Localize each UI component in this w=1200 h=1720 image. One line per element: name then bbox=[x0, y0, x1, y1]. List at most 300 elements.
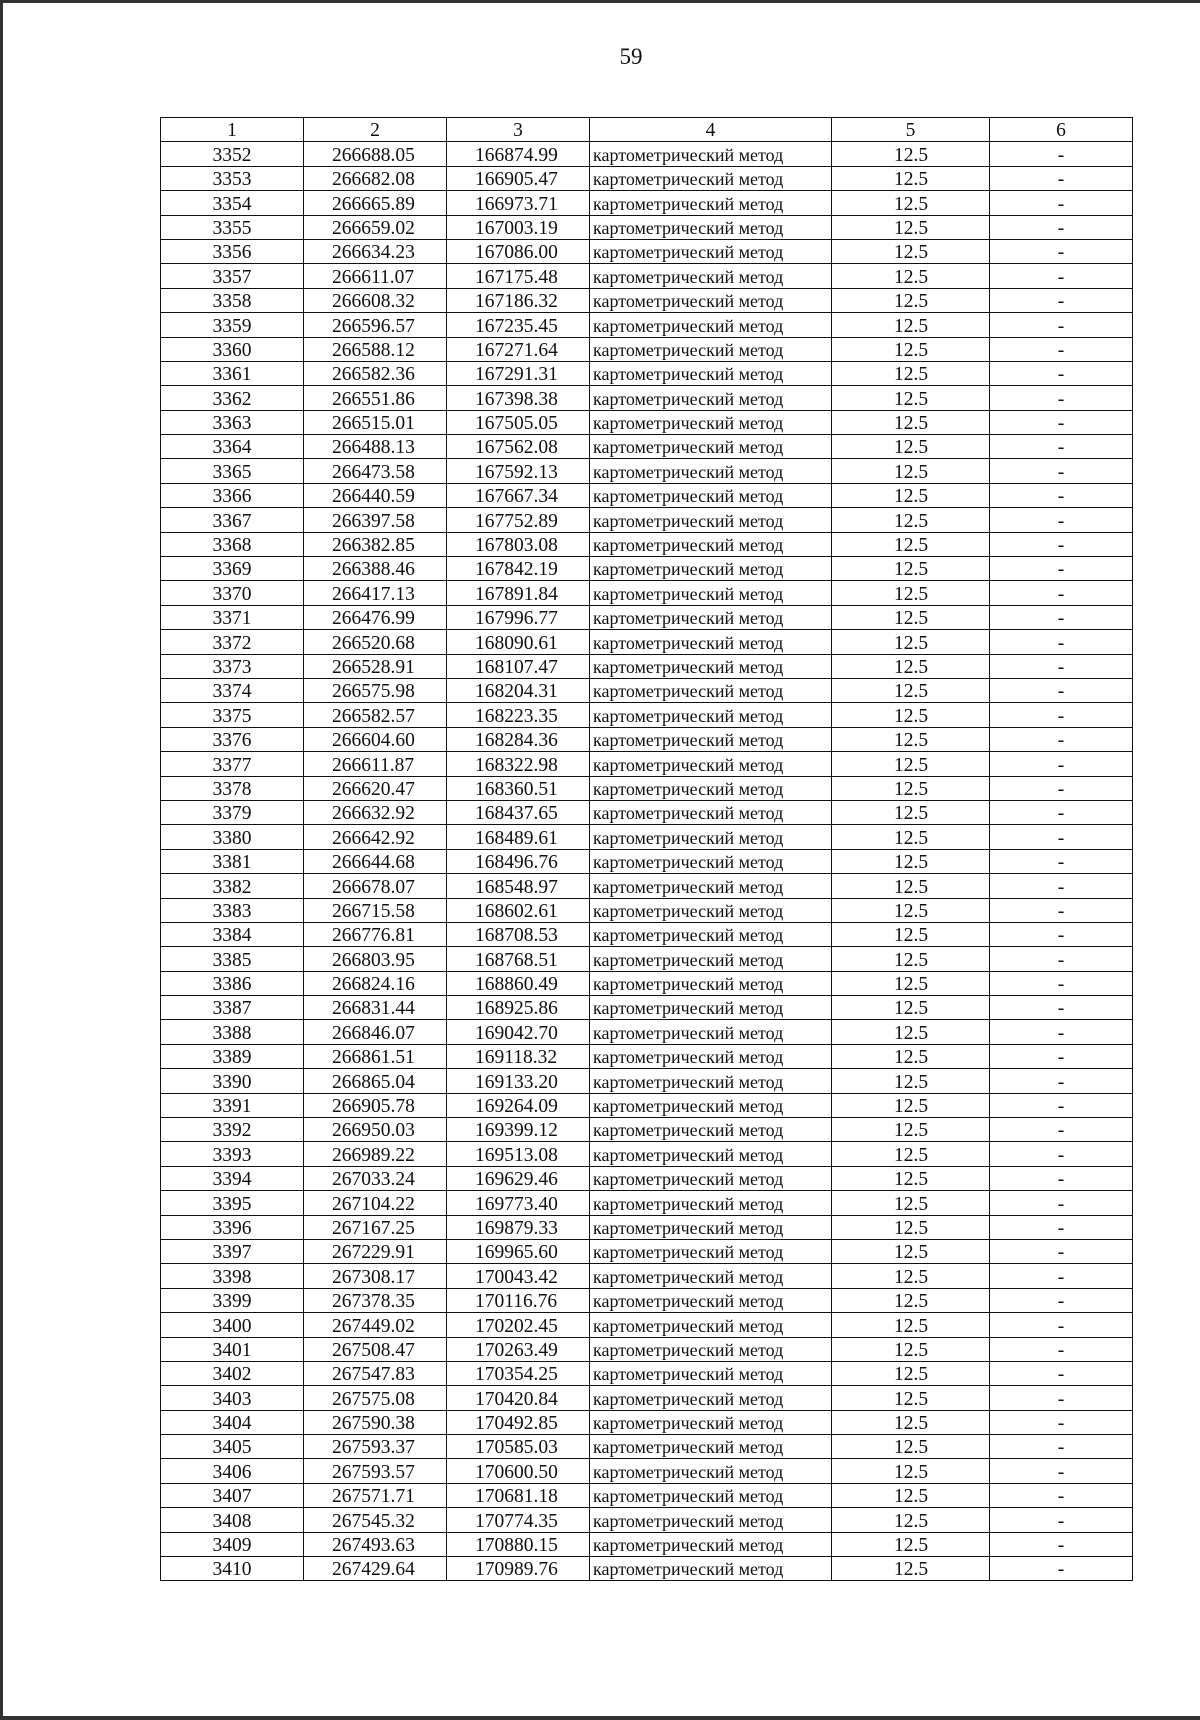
method-cell: картометрический метод bbox=[590, 1118, 832, 1142]
table-row bbox=[161, 166, 1133, 190]
y-coordinate-cell: 169773.40 bbox=[447, 1191, 590, 1215]
y-coordinate-cell: 169133.20 bbox=[447, 1069, 590, 1093]
x-coordinate-cell: 267429.64 bbox=[304, 1557, 447, 1581]
point-number-cell: 3357 bbox=[161, 264, 304, 288]
point-number-cell: 3380 bbox=[161, 825, 304, 849]
table-row bbox=[161, 1044, 1133, 1068]
note-cell: - bbox=[990, 1313, 1133, 1337]
y-coordinate-cell: 169629.46 bbox=[447, 1166, 590, 1190]
column-header-3: 3 bbox=[447, 118, 590, 142]
accuracy-cell: 12.5 bbox=[832, 1020, 990, 1044]
note-cell: - bbox=[990, 532, 1133, 556]
point-number-cell: 3384 bbox=[161, 922, 304, 946]
note-cell: - bbox=[990, 142, 1133, 166]
accuracy-cell: 12.5 bbox=[832, 654, 990, 678]
method-cell: картометрический метод bbox=[590, 630, 832, 654]
y-coordinate-cell: 168437.65 bbox=[447, 800, 590, 824]
point-number-cell: 3373 bbox=[161, 654, 304, 678]
x-coordinate-cell: 267571.71 bbox=[304, 1483, 447, 1507]
x-coordinate-cell: 266382.85 bbox=[304, 532, 447, 556]
note-cell: - bbox=[990, 191, 1133, 215]
note-cell: - bbox=[990, 1337, 1133, 1361]
point-number-cell: 3376 bbox=[161, 727, 304, 751]
y-coordinate-cell: 170585.03 bbox=[447, 1435, 590, 1459]
accuracy-cell: 12.5 bbox=[832, 1215, 990, 1239]
x-coordinate-cell: 267449.02 bbox=[304, 1313, 447, 1337]
note-cell: - bbox=[990, 776, 1133, 800]
x-coordinate-cell: 266803.95 bbox=[304, 947, 447, 971]
accuracy-cell: 12.5 bbox=[832, 239, 990, 263]
accuracy-cell: 12.5 bbox=[832, 288, 990, 312]
method-cell: картометрический метод bbox=[590, 1093, 832, 1117]
table-row bbox=[161, 605, 1133, 629]
method-cell: картометрический метод bbox=[590, 142, 832, 166]
accuracy-cell: 12.5 bbox=[832, 776, 990, 800]
accuracy-cell: 12.5 bbox=[832, 800, 990, 824]
point-number-cell: 3400 bbox=[161, 1313, 304, 1337]
note-cell: - bbox=[990, 288, 1133, 312]
method-cell: картометрический метод bbox=[590, 1361, 832, 1385]
column-header-1: 1 bbox=[161, 118, 304, 142]
method-cell: картометрический метод bbox=[590, 1337, 832, 1361]
table-row bbox=[161, 703, 1133, 727]
point-number-cell: 3401 bbox=[161, 1337, 304, 1361]
note-cell: - bbox=[990, 483, 1133, 507]
method-cell: картометрический метод bbox=[590, 1508, 832, 1532]
point-number-cell: 3385 bbox=[161, 947, 304, 971]
method-cell: картометрический метод bbox=[590, 947, 832, 971]
note-cell: - bbox=[990, 1069, 1133, 1093]
method-cell: картометрический метод bbox=[590, 605, 832, 629]
note-cell: - bbox=[990, 800, 1133, 824]
column-header-6: 6 bbox=[990, 118, 1133, 142]
note-cell: - bbox=[990, 630, 1133, 654]
y-coordinate-cell: 168489.61 bbox=[447, 825, 590, 849]
y-coordinate-cell: 167271.64 bbox=[447, 337, 590, 361]
point-number-cell: 3370 bbox=[161, 581, 304, 605]
x-coordinate-cell: 266588.12 bbox=[304, 337, 447, 361]
table-row bbox=[161, 752, 1133, 776]
method-cell: картометрический метод bbox=[590, 727, 832, 751]
x-coordinate-cell: 267033.24 bbox=[304, 1166, 447, 1190]
note-cell: - bbox=[990, 849, 1133, 873]
note-cell: - bbox=[990, 947, 1133, 971]
table-row bbox=[161, 1288, 1133, 1312]
accuracy-cell: 12.5 bbox=[832, 825, 990, 849]
table-row bbox=[161, 727, 1133, 751]
point-number-cell: 3392 bbox=[161, 1118, 304, 1142]
accuracy-cell: 12.5 bbox=[832, 337, 990, 361]
point-number-cell: 3352 bbox=[161, 142, 304, 166]
x-coordinate-cell: 267593.57 bbox=[304, 1459, 447, 1483]
note-cell: - bbox=[990, 313, 1133, 337]
method-cell: картометрический метод bbox=[590, 874, 832, 898]
table-row bbox=[161, 654, 1133, 678]
method-cell: картометрический метод bbox=[590, 557, 832, 581]
point-number-cell: 3404 bbox=[161, 1410, 304, 1434]
point-number-cell: 3368 bbox=[161, 532, 304, 556]
x-coordinate-cell: 266831.44 bbox=[304, 996, 447, 1020]
x-coordinate-cell: 266659.02 bbox=[304, 215, 447, 239]
table-row bbox=[161, 1215, 1133, 1239]
y-coordinate-cell: 167996.77 bbox=[447, 605, 590, 629]
table-row bbox=[161, 459, 1133, 483]
table-row bbox=[161, 971, 1133, 995]
accuracy-cell: 12.5 bbox=[832, 410, 990, 434]
point-number-cell: 3379 bbox=[161, 800, 304, 824]
point-number-cell: 3410 bbox=[161, 1557, 304, 1581]
table-row bbox=[161, 922, 1133, 946]
x-coordinate-cell: 266417.13 bbox=[304, 581, 447, 605]
coordinates-table bbox=[160, 117, 1133, 1581]
method-cell: картометрический метод bbox=[590, 654, 832, 678]
y-coordinate-cell: 169399.12 bbox=[447, 1118, 590, 1142]
x-coordinate-cell: 266515.01 bbox=[304, 410, 447, 434]
note-cell: - bbox=[990, 1410, 1133, 1434]
method-cell: картометрический метод bbox=[590, 1459, 832, 1483]
table-row bbox=[161, 1142, 1133, 1166]
point-number-cell: 3388 bbox=[161, 1020, 304, 1044]
x-coordinate-cell: 267575.08 bbox=[304, 1386, 447, 1410]
method-cell: картометрический метод bbox=[590, 483, 832, 507]
method-cell: картометрический метод bbox=[590, 386, 832, 410]
y-coordinate-cell: 170420.84 bbox=[447, 1386, 590, 1410]
table-row bbox=[161, 1093, 1133, 1117]
point-number-cell: 3364 bbox=[161, 435, 304, 459]
method-cell: картометрический метод bbox=[590, 1288, 832, 1312]
x-coordinate-cell: 267308.17 bbox=[304, 1264, 447, 1288]
x-coordinate-cell: 266520.68 bbox=[304, 630, 447, 654]
table-row bbox=[161, 1459, 1133, 1483]
accuracy-cell: 12.5 bbox=[832, 1288, 990, 1312]
table-row bbox=[161, 264, 1133, 288]
table-row bbox=[161, 1118, 1133, 1142]
x-coordinate-cell: 267508.47 bbox=[304, 1337, 447, 1361]
x-coordinate-cell: 266488.13 bbox=[304, 435, 447, 459]
y-coordinate-cell: 167891.84 bbox=[447, 581, 590, 605]
y-coordinate-cell: 169118.32 bbox=[447, 1044, 590, 1068]
table-row bbox=[161, 361, 1133, 385]
table-row bbox=[161, 825, 1133, 849]
x-coordinate-cell: 266620.47 bbox=[304, 776, 447, 800]
note-cell: - bbox=[990, 1361, 1133, 1385]
point-number-cell: 3356 bbox=[161, 239, 304, 263]
x-coordinate-cell: 267167.25 bbox=[304, 1215, 447, 1239]
note-cell: - bbox=[990, 1264, 1133, 1288]
point-number-cell: 3377 bbox=[161, 752, 304, 776]
accuracy-cell: 12.5 bbox=[832, 727, 990, 751]
method-cell: картометрический метод bbox=[590, 1142, 832, 1166]
x-coordinate-cell: 266824.16 bbox=[304, 971, 447, 995]
method-cell: картометрический метод bbox=[590, 410, 832, 434]
method-cell: картометрический метод bbox=[590, 1215, 832, 1239]
accuracy-cell: 12.5 bbox=[832, 947, 990, 971]
note-cell: - bbox=[990, 825, 1133, 849]
accuracy-cell: 12.5 bbox=[832, 1044, 990, 1068]
table-row bbox=[161, 1239, 1133, 1263]
x-coordinate-cell: 266528.91 bbox=[304, 654, 447, 678]
table-row bbox=[161, 410, 1133, 434]
point-number-cell: 3405 bbox=[161, 1435, 304, 1459]
y-coordinate-cell: 170043.42 bbox=[447, 1264, 590, 1288]
y-coordinate-cell: 168107.47 bbox=[447, 654, 590, 678]
x-coordinate-cell: 266551.86 bbox=[304, 386, 447, 410]
accuracy-cell: 12.5 bbox=[832, 752, 990, 776]
method-cell: картометрический метод bbox=[590, 288, 832, 312]
table-row bbox=[161, 191, 1133, 215]
point-number-cell: 3369 bbox=[161, 557, 304, 581]
accuracy-cell: 12.5 bbox=[832, 971, 990, 995]
accuracy-cell: 12.5 bbox=[832, 678, 990, 702]
note-cell: - bbox=[990, 1508, 1133, 1532]
x-coordinate-cell: 267378.35 bbox=[304, 1288, 447, 1312]
table-row bbox=[161, 532, 1133, 556]
accuracy-cell: 12.5 bbox=[832, 996, 990, 1020]
x-coordinate-cell: 266596.57 bbox=[304, 313, 447, 337]
note-cell: - bbox=[990, 215, 1133, 239]
method-cell: картометрический метод bbox=[590, 508, 832, 532]
method-cell: картометрический метод bbox=[590, 800, 832, 824]
point-number-cell: 3366 bbox=[161, 483, 304, 507]
table-row bbox=[161, 1508, 1133, 1532]
y-coordinate-cell: 169513.08 bbox=[447, 1142, 590, 1166]
y-coordinate-cell: 169264.09 bbox=[447, 1093, 590, 1117]
x-coordinate-cell: 266644.68 bbox=[304, 849, 447, 873]
accuracy-cell: 12.5 bbox=[832, 1508, 990, 1532]
method-cell: картометрический метод bbox=[590, 264, 832, 288]
note-cell: - bbox=[990, 971, 1133, 995]
accuracy-cell: 12.5 bbox=[832, 703, 990, 727]
x-coordinate-cell: 266688.05 bbox=[304, 142, 447, 166]
y-coordinate-cell: 168204.31 bbox=[447, 678, 590, 702]
method-cell: картометрический метод bbox=[590, 1044, 832, 1068]
accuracy-cell: 12.5 bbox=[832, 435, 990, 459]
point-number-cell: 3359 bbox=[161, 313, 304, 337]
x-coordinate-cell: 266682.08 bbox=[304, 166, 447, 190]
y-coordinate-cell: 168860.49 bbox=[447, 971, 590, 995]
point-number-cell: 3408 bbox=[161, 1508, 304, 1532]
note-cell: - bbox=[990, 435, 1133, 459]
method-cell: картометрический метод bbox=[590, 435, 832, 459]
x-coordinate-cell: 266678.07 bbox=[304, 874, 447, 898]
method-cell: картометрический метод bbox=[590, 1069, 832, 1093]
table-row bbox=[161, 776, 1133, 800]
accuracy-cell: 12.5 bbox=[832, 1483, 990, 1507]
note-cell: - bbox=[990, 508, 1133, 532]
y-coordinate-cell: 167186.32 bbox=[447, 288, 590, 312]
point-number-cell: 3398 bbox=[161, 1264, 304, 1288]
note-cell: - bbox=[990, 361, 1133, 385]
note-cell: - bbox=[990, 1288, 1133, 1312]
accuracy-cell: 12.5 bbox=[832, 361, 990, 385]
x-coordinate-cell: 266715.58 bbox=[304, 898, 447, 922]
y-coordinate-cell: 168090.61 bbox=[447, 630, 590, 654]
note-cell: - bbox=[990, 239, 1133, 263]
x-coordinate-cell: 267547.83 bbox=[304, 1361, 447, 1385]
method-cell: картометрический метод bbox=[590, 215, 832, 239]
note-cell: - bbox=[990, 264, 1133, 288]
note-cell: - bbox=[990, 337, 1133, 361]
table-row bbox=[161, 800, 1133, 824]
table-row bbox=[161, 1386, 1133, 1410]
method-cell: картометрический метод bbox=[590, 898, 832, 922]
table-row bbox=[161, 557, 1133, 581]
x-coordinate-cell: 266989.22 bbox=[304, 1142, 447, 1166]
method-cell: картометрический метод bbox=[590, 1191, 832, 1215]
accuracy-cell: 12.5 bbox=[832, 459, 990, 483]
note-cell: - bbox=[990, 1435, 1133, 1459]
accuracy-cell: 12.5 bbox=[832, 264, 990, 288]
method-cell: картометрический метод bbox=[590, 581, 832, 605]
y-coordinate-cell: 167592.13 bbox=[447, 459, 590, 483]
method-cell: картометрический метод bbox=[590, 1435, 832, 1459]
accuracy-cell: 12.5 bbox=[832, 1459, 990, 1483]
point-number-cell: 3381 bbox=[161, 849, 304, 873]
accuracy-cell: 12.5 bbox=[832, 1191, 990, 1215]
point-number-cell: 3387 bbox=[161, 996, 304, 1020]
point-number-cell: 3403 bbox=[161, 1386, 304, 1410]
method-cell: картометрический метод bbox=[590, 922, 832, 946]
y-coordinate-cell: 167003.19 bbox=[447, 215, 590, 239]
y-coordinate-cell: 167235.45 bbox=[447, 313, 590, 337]
point-number-cell: 3409 bbox=[161, 1532, 304, 1556]
accuracy-cell: 12.5 bbox=[832, 215, 990, 239]
x-coordinate-cell: 266634.23 bbox=[304, 239, 447, 263]
note-cell: - bbox=[990, 1020, 1133, 1044]
y-coordinate-cell: 168322.98 bbox=[447, 752, 590, 776]
table-row bbox=[161, 508, 1133, 532]
table-row bbox=[161, 337, 1133, 361]
table-row bbox=[161, 898, 1133, 922]
method-cell: картометрический метод bbox=[590, 166, 832, 190]
note-cell: - bbox=[990, 1191, 1133, 1215]
accuracy-cell: 12.5 bbox=[832, 557, 990, 581]
x-coordinate-cell: 266608.32 bbox=[304, 288, 447, 312]
method-cell: картометрический метод bbox=[590, 971, 832, 995]
method-cell: картометрический метод bbox=[590, 1386, 832, 1410]
note-cell: - bbox=[990, 1118, 1133, 1142]
x-coordinate-cell: 266582.57 bbox=[304, 703, 447, 727]
note-cell: - bbox=[990, 752, 1133, 776]
method-cell: картометрический метод bbox=[590, 678, 832, 702]
accuracy-cell: 12.5 bbox=[832, 313, 990, 337]
table-row bbox=[161, 1313, 1133, 1337]
point-number-cell: 3406 bbox=[161, 1459, 304, 1483]
y-coordinate-cell: 167842.19 bbox=[447, 557, 590, 581]
method-cell: картометрический метод bbox=[590, 1313, 832, 1337]
table-row bbox=[161, 483, 1133, 507]
note-cell: - bbox=[990, 1386, 1133, 1410]
table-row bbox=[161, 142, 1133, 166]
method-cell: картометрический метод bbox=[590, 1166, 832, 1190]
point-number-cell: 3395 bbox=[161, 1191, 304, 1215]
point-number-cell: 3355 bbox=[161, 215, 304, 239]
y-coordinate-cell: 168548.97 bbox=[447, 874, 590, 898]
point-number-cell: 3394 bbox=[161, 1166, 304, 1190]
method-cell: картометрический метод bbox=[590, 1557, 832, 1581]
table-row bbox=[161, 1166, 1133, 1190]
table-row bbox=[161, 849, 1133, 873]
table-row bbox=[161, 1532, 1133, 1556]
table-row bbox=[161, 678, 1133, 702]
accuracy-cell: 12.5 bbox=[832, 483, 990, 507]
accuracy-cell: 12.5 bbox=[832, 142, 990, 166]
y-coordinate-cell: 168768.51 bbox=[447, 947, 590, 971]
note-cell: - bbox=[990, 678, 1133, 702]
point-number-cell: 3391 bbox=[161, 1093, 304, 1117]
table-header-row bbox=[161, 118, 1133, 142]
point-number-cell: 3371 bbox=[161, 605, 304, 629]
y-coordinate-cell: 170263.49 bbox=[447, 1337, 590, 1361]
accuracy-cell: 12.5 bbox=[832, 1093, 990, 1117]
method-cell: картометрический метод bbox=[590, 191, 832, 215]
scan-border-left bbox=[0, 0, 3, 1720]
table-row bbox=[161, 239, 1133, 263]
x-coordinate-cell: 267493.63 bbox=[304, 1532, 447, 1556]
note-cell: - bbox=[990, 874, 1133, 898]
y-coordinate-cell: 168708.53 bbox=[447, 922, 590, 946]
column-header-2: 2 bbox=[304, 118, 447, 142]
point-number-cell: 3353 bbox=[161, 166, 304, 190]
table-row bbox=[161, 1483, 1133, 1507]
note-cell: - bbox=[990, 410, 1133, 434]
note-cell: - bbox=[990, 1557, 1133, 1581]
accuracy-cell: 12.5 bbox=[832, 1264, 990, 1288]
x-coordinate-cell: 266604.60 bbox=[304, 727, 447, 751]
accuracy-cell: 12.5 bbox=[832, 191, 990, 215]
point-number-cell: 3386 bbox=[161, 971, 304, 995]
y-coordinate-cell: 166905.47 bbox=[447, 166, 590, 190]
note-cell: - bbox=[990, 1239, 1133, 1263]
note-cell: - bbox=[990, 605, 1133, 629]
note-cell: - bbox=[990, 654, 1133, 678]
x-coordinate-cell: 266905.78 bbox=[304, 1093, 447, 1117]
table-row bbox=[161, 1191, 1133, 1215]
point-number-cell: 3389 bbox=[161, 1044, 304, 1068]
table-row bbox=[161, 435, 1133, 459]
x-coordinate-cell: 266397.58 bbox=[304, 508, 447, 532]
x-coordinate-cell: 266776.81 bbox=[304, 922, 447, 946]
y-coordinate-cell: 167175.48 bbox=[447, 264, 590, 288]
y-coordinate-cell: 168925.86 bbox=[447, 996, 590, 1020]
point-number-cell: 3365 bbox=[161, 459, 304, 483]
y-coordinate-cell: 167398.38 bbox=[447, 386, 590, 410]
y-coordinate-cell: 167803.08 bbox=[447, 532, 590, 556]
x-coordinate-cell: 266582.36 bbox=[304, 361, 447, 385]
point-number-cell: 3397 bbox=[161, 1239, 304, 1263]
point-number-cell: 3407 bbox=[161, 1483, 304, 1507]
y-coordinate-cell: 168284.36 bbox=[447, 727, 590, 751]
accuracy-cell: 12.5 bbox=[832, 1069, 990, 1093]
point-number-cell: 3399 bbox=[161, 1288, 304, 1312]
accuracy-cell: 12.5 bbox=[832, 922, 990, 946]
x-coordinate-cell: 266473.58 bbox=[304, 459, 447, 483]
method-cell: картометрический метод bbox=[590, 459, 832, 483]
accuracy-cell: 12.5 bbox=[832, 630, 990, 654]
x-coordinate-cell: 266950.03 bbox=[304, 1118, 447, 1142]
y-coordinate-cell: 167752.89 bbox=[447, 508, 590, 532]
table-row bbox=[161, 386, 1133, 410]
x-coordinate-cell: 266575.98 bbox=[304, 678, 447, 702]
note-cell: - bbox=[990, 1142, 1133, 1166]
y-coordinate-cell: 168223.35 bbox=[447, 703, 590, 727]
x-coordinate-cell: 267104.22 bbox=[304, 1191, 447, 1215]
x-coordinate-cell: 266440.59 bbox=[304, 483, 447, 507]
method-cell: картометрический метод bbox=[590, 825, 832, 849]
note-cell: - bbox=[990, 1483, 1133, 1507]
y-coordinate-cell: 170354.25 bbox=[447, 1361, 590, 1385]
y-coordinate-cell: 170681.18 bbox=[447, 1483, 590, 1507]
